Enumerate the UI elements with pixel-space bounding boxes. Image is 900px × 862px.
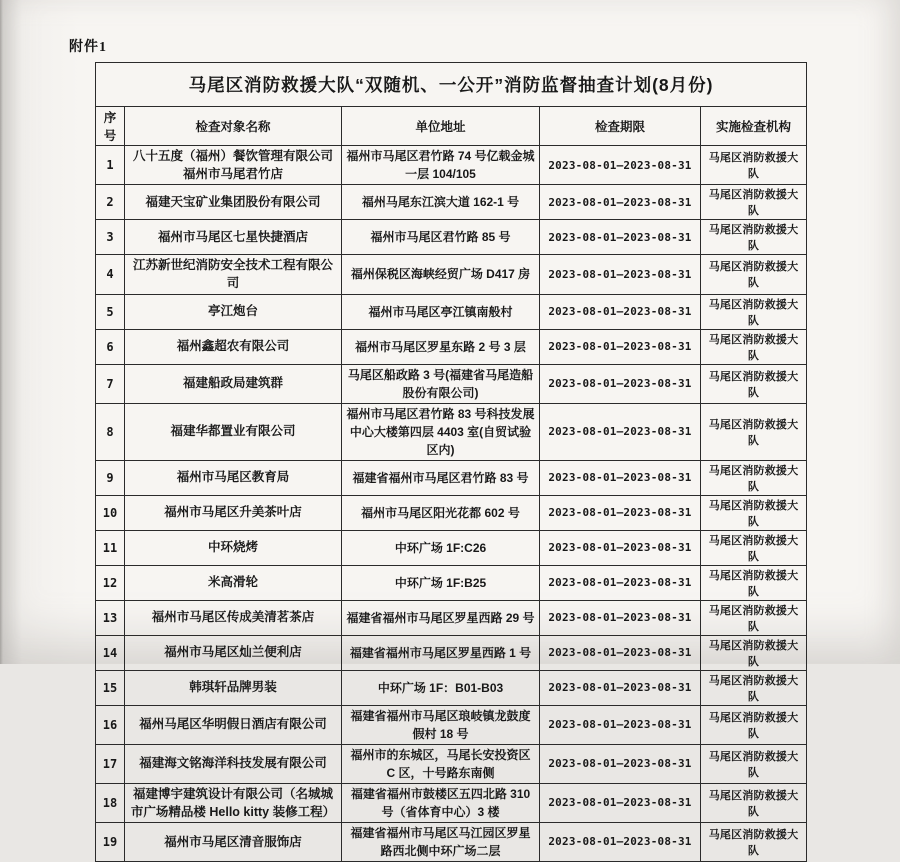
- cell-address: 福州市马尾区阳光花都 602 号: [342, 495, 540, 530]
- cell-name: 福建天宝矿业集团股份有限公司: [125, 185, 342, 220]
- cell-agency: 马尾区消防救援大队: [701, 635, 807, 670]
- cell-period: 2023-08-01—2023-08-31: [540, 146, 701, 185]
- table-row: [96, 255, 807, 294]
- cell-address: 福州市的东城区，马尾长安投资区 C 区，十号路东南侧: [342, 744, 540, 783]
- cell-period: 2023-08-01—2023-08-31: [540, 530, 701, 565]
- cell-no: 16: [96, 705, 125, 744]
- cell-period: 2023-08-01—2023-08-31: [540, 403, 701, 460]
- cell-period: 2023-08-01—2023-08-31: [540, 565, 701, 600]
- cell-period: 2023-08-01—2023-08-31: [540, 635, 701, 670]
- cell-name: 福州市马尾区灿兰便利店: [125, 635, 342, 670]
- table-row: [96, 220, 807, 255]
- cell-agency: 马尾区消防救援大队: [701, 294, 807, 329]
- cell-agency: 马尾区消防救援大队: [701, 565, 807, 600]
- cell-no: 18: [96, 783, 125, 822]
- cell-name: 韩琪轩品牌男装: [125, 670, 342, 705]
- cell-name: 亭江炮台: [125, 294, 342, 329]
- cell-agency: 马尾区消防救援大队: [701, 600, 807, 635]
- cell-address: 福州市马尾区君竹路 74 号亿载金城一层 104/105: [342, 146, 540, 185]
- table-row: [96, 460, 807, 495]
- cell-agency: 马尾区消防救援大队: [701, 670, 807, 705]
- table-row: [96, 403, 807, 460]
- cell-name: 福州马尾区华明假日酒店有限公司: [125, 705, 342, 744]
- cell-address: 福州市马尾区罗星东路 2 号 3 层: [342, 329, 540, 364]
- cell-period: 2023-08-01—2023-08-31: [540, 364, 701, 403]
- cell-period: 2023-08-01—2023-08-31: [540, 600, 701, 635]
- cell-name: 福州鑫超农有限公司: [125, 329, 342, 364]
- cell-address: 中环广场 1F:C26: [342, 530, 540, 565]
- table-row: [96, 565, 807, 600]
- cell-address: 福建省福州市马尾区马江园区罗星路西北侧中环广场二层: [342, 822, 540, 861]
- col-header-no: 序号: [96, 107, 125, 146]
- cell-period: 2023-08-01—2023-08-31: [540, 220, 701, 255]
- cell-no: 9: [96, 460, 125, 495]
- cell-name: 福州市马尾区传成美清茗茶店: [125, 600, 342, 635]
- cell-name: 福建船政局建筑群: [125, 364, 342, 403]
- cell-agency: 马尾区消防救援大队: [701, 460, 807, 495]
- cell-no: 2: [96, 185, 125, 220]
- cell-address: 福州市马尾区君竹路 85 号: [342, 220, 540, 255]
- cell-address: 福州马尾东江滨大道 162-1 号: [342, 185, 540, 220]
- cell-name: 八十五度（福州）餐饮管理有限公司福州市马尾君竹店: [125, 146, 342, 185]
- cell-address: 福建省福州市马尾区罗星西路 1 号: [342, 635, 540, 670]
- table-row: [96, 146, 807, 185]
- cell-no: 7: [96, 364, 125, 403]
- table-row: [96, 530, 807, 565]
- cell-name: 福建博宇建筑设计有限公司（名城城市广场精品楼 Hello kitty 装修工程）: [125, 783, 342, 822]
- cell-name: 福建华都置业有限公司: [125, 403, 342, 460]
- attachment-label: 附件1: [69, 40, 107, 55]
- col-header-agency: 实施检查机构: [701, 107, 807, 146]
- cell-name: 福州市马尾区七星快捷酒店: [125, 220, 342, 255]
- cell-address: 福建省福州市鼓楼区五四北路 310 号（省体育中心）3 楼: [342, 783, 540, 822]
- cell-period: 2023-08-01—2023-08-31: [540, 783, 701, 822]
- table-row: [96, 783, 807, 822]
- table-row: [96, 364, 807, 403]
- cell-agency: 马尾区消防救援大队: [701, 705, 807, 744]
- cell-no: 11: [96, 530, 125, 565]
- cell-period: 2023-08-01—2023-08-31: [540, 744, 701, 783]
- cell-agency: 马尾区消防救援大队: [701, 255, 807, 294]
- table-row: [96, 744, 807, 783]
- cell-address: 福建省福州市马尾区琅岐镇龙鼓度假村 18 号: [342, 705, 540, 744]
- cell-address: 中环广场 1F：B01-B03: [342, 670, 540, 705]
- cell-period: 2023-08-01—2023-08-31: [540, 460, 701, 495]
- cell-name: 福州市马尾区教育局: [125, 460, 342, 495]
- cell-agency: 马尾区消防救援大队: [701, 783, 807, 822]
- cell-no: 12: [96, 565, 125, 600]
- table-row: [96, 635, 807, 670]
- cell-no: 10: [96, 495, 125, 530]
- cell-no: 13: [96, 600, 125, 635]
- cell-agency: 马尾区消防救援大队: [701, 495, 807, 530]
- col-header-name: 检查对象名称: [125, 107, 342, 146]
- cell-no: 5: [96, 294, 125, 329]
- cell-address: 福州市马尾区君竹路 83 号科技发展中心大楼第四层 4403 室(自贸试验区内): [342, 403, 540, 460]
- inspection-plan-table: [95, 62, 807, 862]
- cell-no: 3: [96, 220, 125, 255]
- table-title: 马尾区消防救援大队“双随机、一公开”消防监督抽查计划(8月份): [96, 63, 807, 107]
- table-title-row: [96, 63, 807, 107]
- cell-no: 14: [96, 635, 125, 670]
- cell-no: 8: [96, 403, 125, 460]
- cell-no: 1: [96, 146, 125, 185]
- cell-agency: 马尾区消防救援大队: [701, 185, 807, 220]
- table-row: [96, 600, 807, 635]
- cell-address: 福建省福州市马尾区君竹路 83 号: [342, 460, 540, 495]
- cell-agency: 马尾区消防救援大队: [701, 403, 807, 460]
- cell-name: 江苏新世纪消防安全技术工程有限公司: [125, 255, 342, 294]
- cell-address: 马尾区船政路 3 号(福建省马尾造船股份有限公司): [342, 364, 540, 403]
- cell-period: 2023-08-01—2023-08-31: [540, 329, 701, 364]
- col-header-period: 检查期限: [540, 107, 701, 146]
- cell-agency: 马尾区消防救援大队: [701, 530, 807, 565]
- cell-no: 19: [96, 822, 125, 861]
- cell-period: 2023-08-01—2023-08-31: [540, 495, 701, 530]
- cell-agency: 马尾区消防救援大队: [701, 364, 807, 403]
- cell-address: 福州市马尾区亭江镇南般村: [342, 294, 540, 329]
- table-body: [96, 146, 807, 862]
- cell-name: 福州市马尾区升美茶叶店: [125, 495, 342, 530]
- cell-name: 中环烧烤: [125, 530, 342, 565]
- cell-agency: 马尾区消防救援大队: [701, 744, 807, 783]
- cell-name: 福州市马尾区清音服饰店: [125, 822, 342, 861]
- table-row: [96, 670, 807, 705]
- cell-name: 福建海文铭海洋科技发展有限公司: [125, 744, 342, 783]
- cell-address: 福州保税区海峡经贸广场 D417 房: [342, 255, 540, 294]
- cell-period: 2023-08-01—2023-08-31: [540, 670, 701, 705]
- cell-name: 米高滑轮: [125, 565, 342, 600]
- cell-period: 2023-08-01—2023-08-31: [540, 185, 701, 220]
- cell-period: 2023-08-01—2023-08-31: [540, 255, 701, 294]
- col-header-addr: 单位地址: [342, 107, 540, 146]
- cell-no: 4: [96, 255, 125, 294]
- table-header-row: [96, 107, 807, 146]
- table-row: [96, 822, 807, 861]
- table-row: [96, 705, 807, 744]
- cell-agency: 马尾区消防救援大队: [701, 822, 807, 861]
- cell-agency: 马尾区消防救援大队: [701, 220, 807, 255]
- cell-period: 2023-08-01—2023-08-31: [540, 822, 701, 861]
- cell-no: 15: [96, 670, 125, 705]
- cell-address: 福建省福州市马尾区罗星西路 29 号: [342, 600, 540, 635]
- cell-no: 6: [96, 329, 125, 364]
- cell-no: 17: [96, 744, 125, 783]
- cell-period: 2023-08-01—2023-08-31: [540, 294, 701, 329]
- table-row: [96, 185, 807, 220]
- cell-period: 2023-08-01—2023-08-31: [540, 705, 701, 744]
- cell-address: 中环广场 1F:B25: [342, 565, 540, 600]
- table-row: [96, 329, 807, 364]
- table-row: [96, 495, 807, 530]
- cell-agency: 马尾区消防救援大队: [701, 146, 807, 185]
- table-row: [96, 294, 807, 329]
- cell-agency: 马尾区消防救援大队: [701, 329, 807, 364]
